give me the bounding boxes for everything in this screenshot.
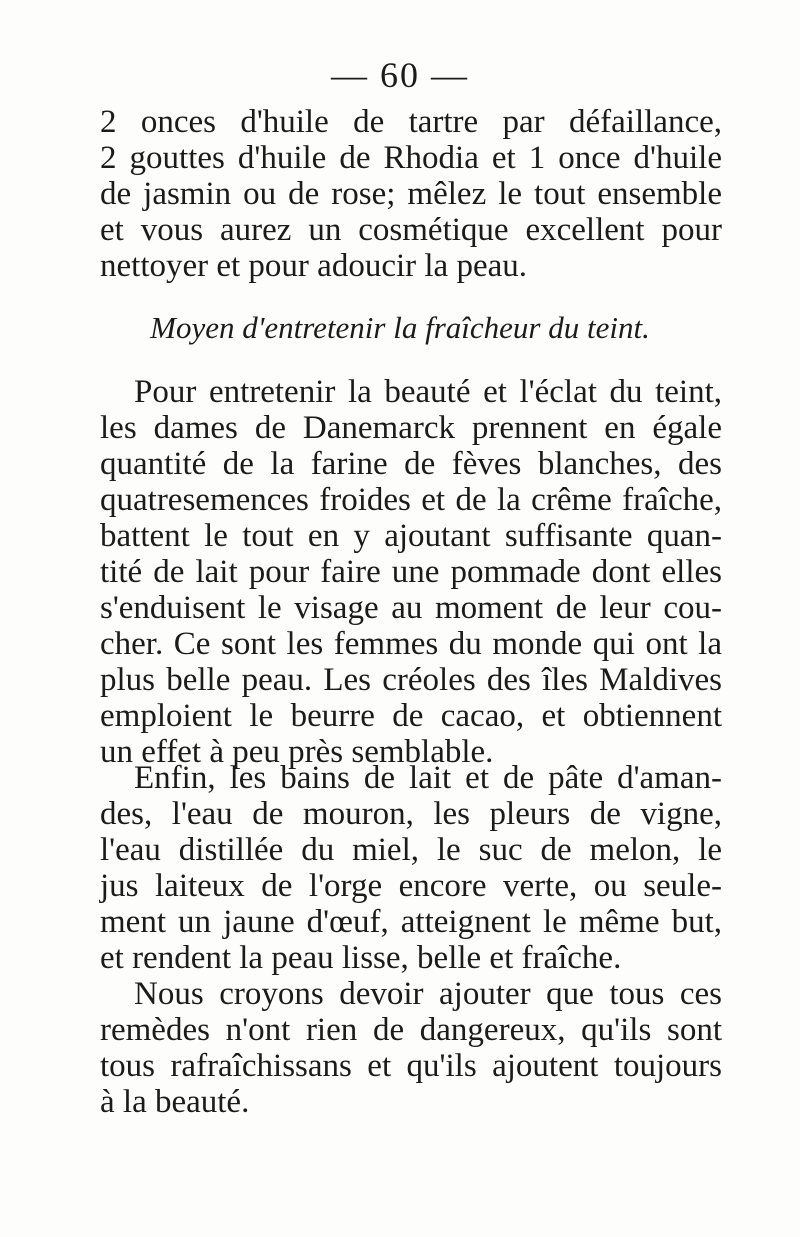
section-heading: Moyen d'entretenir la fraîcheur du teint. xyxy=(150,310,650,345)
text-line: et rendent la peau lisse, belle et fraîche. xyxy=(100,940,622,976)
text-line: tous rafraîchissans et qu'ils ajoutent toujours xyxy=(100,1048,722,1084)
text-line: jus laiteux de l'orge encore verte, ou seule- xyxy=(100,868,722,904)
text-line: et vous aurez un cosmétique excellent pour xyxy=(100,212,722,248)
text-line: à la beauté. xyxy=(100,1084,250,1120)
text-line: 2 onces d'huile de tartre par défaillance, xyxy=(100,104,722,140)
text-line: s'enduisent le visage au moment de leur cou- xyxy=(100,590,722,626)
text-line: remèdes n'ont rien de dangereux, qu'ils sont xyxy=(100,1012,722,1048)
text-line: l'eau distillée du miel, le suc de melon, le xyxy=(100,832,722,868)
text-line: ment un jaune d'œuf, atteignent le même but, xyxy=(100,904,722,940)
text-line: Nous croyons devoir ajouter que tous ces xyxy=(134,976,722,1012)
text-line: tité de lait pour faire une pommade dont elles xyxy=(100,554,722,590)
page-number: — 60 — xyxy=(331,55,469,95)
text-line: battent le tout en y ajoutant suffisante quan- xyxy=(100,518,722,554)
text-line: des, l'eau de mouron, les pleurs de vigne, xyxy=(100,796,722,832)
text-line: plus belle peau. Les créoles des îles Maldives xyxy=(100,662,722,698)
text-line: emploient le beurre de cacao, et obtiennent xyxy=(100,698,722,734)
text-line: quatresemences froides et de la crême fraîche, xyxy=(100,482,722,518)
text-line: les dames de Danemarck prennent en égale xyxy=(100,410,722,446)
text-line: Enfin, les bains de lait et de pâte d'aman- xyxy=(134,760,722,796)
text-line: 2 gouttes d'huile de Rhodia et 1 once d'huile xyxy=(100,140,722,176)
text-line: de jasmin ou de rose; mêlez le tout ensemble xyxy=(100,176,722,212)
text-line: cher. Ce sont les femmes du monde qui ont la xyxy=(100,626,722,662)
text-line: quantité de la farine de fèves blanches, des xyxy=(100,446,722,482)
text-line: nettoyer et pour adoucir la peau. xyxy=(100,248,527,284)
text-line: Pour entretenir la beauté et l'éclat du teint, xyxy=(134,374,722,410)
text-line: un effet à peu près semblable. xyxy=(100,734,494,770)
